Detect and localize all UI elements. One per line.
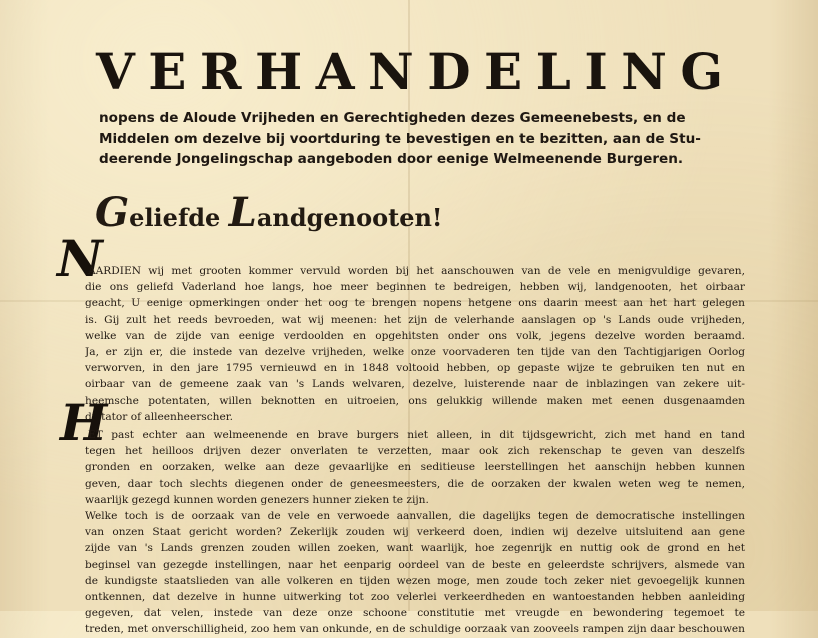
paragraph-line: ET past echter aan welmeenende en brave burgers niet alleen, in dit tijdsgewricht, zich met hand en tand xyxy=(88,429,745,441)
paragraph-line: dictator of alleenheerscher. xyxy=(85,410,234,423)
paragraph-line: ontkennen, dat dezelve in hunne uitwerking tot zoo velerlei verkeerdheden en wantoestanden hebben aanleiding xyxy=(85,591,745,604)
subtitle-line: Middelen om dezelve bij voortduring te bevestigen en te bezitten, aan de Stu- xyxy=(99,130,701,147)
subtitle-line: deerende Jongelingschap aangeboden door eenige Welmeenende Burgeren. xyxy=(99,151,684,167)
paragraph-line: is. Gij zult het reeds bevroeden, wat wij meenen: het zijn de velerhande aanslagen op 's Lands oude vrijheden, xyxy=(85,313,745,326)
paragraph-line: AARDIEN wij met grooten kommer vervuld worden bij het aanschouwen van de vele en menigvuldige gevaren, xyxy=(88,265,745,277)
paragraph-line: gronden en oorzaken, welke aan deze gevaarlijke en seditieuse leerstellingen het aanschijn hebben kunnen xyxy=(85,461,745,474)
paragraph-2 xyxy=(85,427,745,638)
paragraph-line: gegeven, dat velen, instede van deze onze schoone constitutie met vreugde en bewondering tegemoet te xyxy=(85,607,745,620)
paragraph-line: Welke toch is de oorzaak van de vele en verwoede aanvallen, die dagelijks tegen de democratische instellingen xyxy=(85,510,745,523)
document-subtitle xyxy=(99,108,749,170)
paragraph-line: waarlijk gezegd kunnen worden genezers hunner zieken te zijn. xyxy=(85,493,429,506)
greeting-word-1: eliefde xyxy=(129,203,221,232)
paragraph-line: heemsche potentaten, willen beknotten en uitroeien, ons gelukkig willende maken met eenen dusgenaamden xyxy=(85,394,745,407)
paragraph-line: welke van de zijde van eenige verdoolden en opgehitsten onder ons volk, jegens dezelve worden beraamd. xyxy=(85,329,745,342)
paragraph-2-drop-cap: H xyxy=(60,393,108,452)
paragraph-line: de kundigste staatslieden van alle volkeren en tijden wezen moge, men zoude toch zeker niet gevoegelijk kunnen xyxy=(85,574,745,587)
paragraph-line: geven, daar toch slechts diegenen onder de geneesmeesters, die de oorzaken der kwalen weten weg te nemen, xyxy=(85,477,745,490)
greeting-initial-g: G xyxy=(95,189,130,236)
greeting-initial-l: L xyxy=(228,189,257,236)
paragraph-1-drop-cap: N xyxy=(57,229,103,288)
paragraph-line: Ja, er zijn er, die instede van dezelve vrijheden, welke onze voorvaderen ten tijde van den Tachtigjarigen Oorlog xyxy=(85,346,745,359)
paragraph-line: oirbaar van de gemeene zaak van 's Lands welvaren, dezelve, luisterende naar de inblazingen van zekere uit- xyxy=(85,378,745,391)
greeting-word-2: andgenooten! xyxy=(256,203,443,232)
paragraph-line: geacht, U eenige opmerkingen onder het oog te brengen nopens hetgene ons daarin meest aan het hart gelegen xyxy=(85,297,745,310)
paragraph-line: verworven, in den jare 1795 vernieuwd en in 1848 voltooid hebben, op gepaste wijze te gebruiken ten nut en xyxy=(85,362,745,375)
greeting-heading xyxy=(95,189,443,238)
subtitle-line: nopens de Aloude Vrijheden en Gerechtigheden dezes Gemeenebests, en de xyxy=(99,110,686,126)
paragraph-line: van onzen Staat gericht worden? Zekerlijk zouden wij verkeerd doen, indien wij dezelve uitsluitend aan gene xyxy=(85,526,745,539)
paragraph-line: zijde van 's Lands grenzen zouden willen zoeken, want waarlijk, hoe zegenrijk en nuttig ook de grond en het xyxy=(85,542,745,555)
document-title: VERHANDELING xyxy=(96,42,737,101)
paragraph-line: tegen het heilloos drijven dezer onverlaten te verzetten, maar ook zich rekenschap te geven van deszelfs xyxy=(85,445,745,458)
paragraph-line: treden, met onverschilligheid, zoo hem van onkunde, en de schuldige oorzaak van zooveels rampen zijn daar beschouwen xyxy=(85,623,745,636)
paragraph-line: die ons geliefd Vaderland hoe langs, hoe meer beginnen te bedreigen, hebben wij, landgenooten, het oirbaar xyxy=(85,281,745,294)
paragraph-1 xyxy=(85,263,745,425)
paragraph-line: beginsel van gezegde instellingen, naar het eenparig oordeel van de beste en geleerdste schrijvers, alsmede van xyxy=(85,558,745,571)
